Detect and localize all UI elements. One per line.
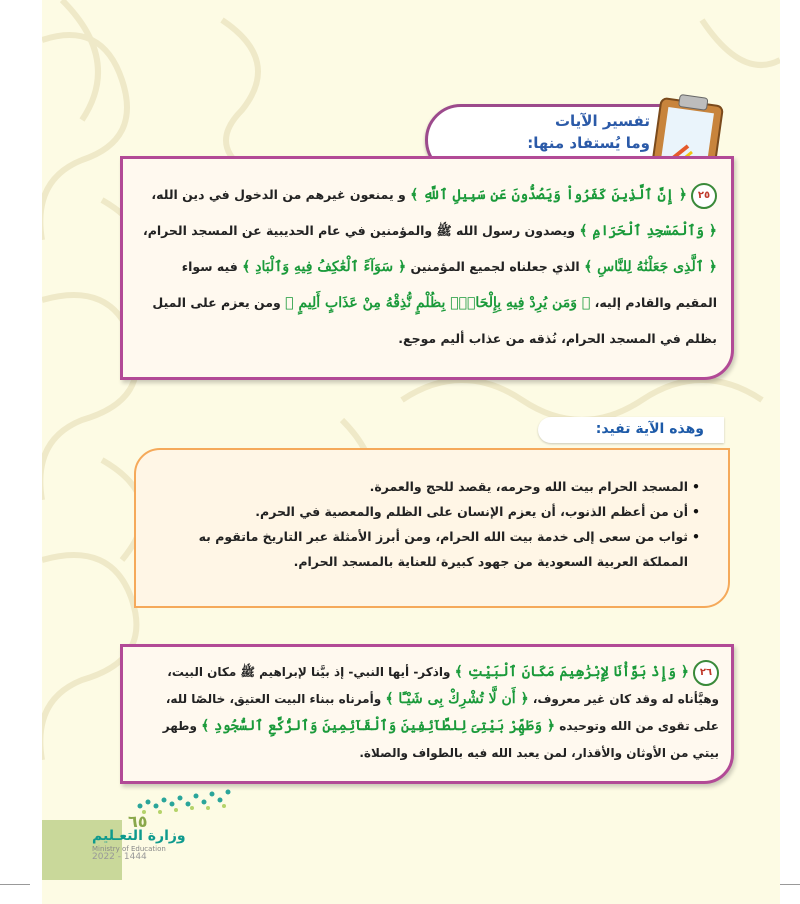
- quran-quote: ﴿ سَوَآءً ٱلْعَٰكِفُ فِيهِ وَٱلْبَادِ ﴾: [242, 259, 407, 275]
- crop-mark: [0, 884, 30, 885]
- benefits-heading: [538, 417, 724, 443]
- tafsir-text: واذكر- أيها النبي- إذ بيَّنا لإبراهيم ﷺ مكان البيت، وهيَّأناه له وقد كان غير معروف،: [167, 665, 719, 706]
- verse-25-text: [141, 177, 717, 356]
- tafsir-text: الذي جعلناه لجميع المؤمنين: [406, 259, 585, 274]
- tafsir-text: و يمنعون غيرهم من الدخول في دين الله،: [151, 187, 411, 202]
- quran-quote: ﴿ أَن لَّا تُشْرِكْ بِى شَيْـًٔا ﴾: [385, 691, 529, 707]
- tafsir-text: وطهر بيتي من الأوثان والأقذار، لمن يعبد الله فيه بالطواف والصلاة.: [162, 719, 719, 760]
- benefits-box: [134, 448, 730, 608]
- header-title-line1: تفسير الآيات: [554, 112, 650, 130]
- page-number: ٦٥: [128, 812, 148, 831]
- quran-quote: ﴿ وَمَن يُرِدْ فِيهِ بِإِلْحَادٍۭ بِظُلْمٍ نُّذِقْهُ مِنْ عَذَابٍ أَلِيمٍ ﴾: [285, 295, 591, 311]
- tafsir-text: فيه سواء المقيم والقادم إليه،: [181, 259, 717, 310]
- verse-26-text: [137, 659, 719, 767]
- quran-quote: ﴿ وَطَهِّرْ بَيْتِىَ لِلطَّآئِفِينَ وَٱلْقَآئِمِينَ وَٱلرُّكَّعِ ٱلسُّجُودِ ﴾: [201, 718, 556, 734]
- quran-quote: ﴿ إِنَّ ٱلَّذِينَ كَفَرُواْ وَيَصُدُّونَ عَن سَبِيلِ ٱللَّهِ ﴾: [410, 187, 687, 203]
- quran-quote: ﴿ وَإِذْ بَوَّأْنَا لِإِبْرَٰهِيمَ مَكَانَ ٱلْبَيْتِ ﴾: [454, 664, 689, 680]
- benefits-list: [156, 474, 698, 574]
- verse-25-box: [120, 156, 734, 380]
- benefits-title: وهذه الآية تفيد:: [595, 421, 704, 437]
- tafsir-text: ويصدون رسول الله ﷺ والمؤمنين في عام الحديبية عن المسجد الحرام،: [142, 223, 580, 238]
- tafsir-text: ومن يعزم على الميل بظلم في المسجد الحرام، نُذقه من عذاب أليم موجع.: [152, 295, 717, 346]
- ministry-english: Ministry of Education: [92, 845, 166, 853]
- verse-number-badge: ٢٦: [693, 660, 719, 686]
- verse-number-badge: ٢٥: [691, 183, 717, 209]
- quran-quote: ﴿ وَٱلْمَسْجِدِ ٱلْحَرَامِ ﴾: [579, 223, 717, 239]
- quran-quote: ﴿ ٱلَّذِى جَعَلْنَٰهُ لِلنَّاسِ ﴾: [584, 259, 717, 275]
- tafsir-text: وأمرناه ببناء البيت العتيق، خالصًا لله، على تقوى من الله وتوحيده: [165, 692, 719, 733]
- list-item: • ثواب من سعى إلى خدمة بيت الله الحرام، ومن أبرز الأمثلة عبر التاريخ ماتقوم به المملكة العربية السعودية من جهود كبيرة للعناية بالمسجد الحرام.: [156, 524, 698, 574]
- edition-year: 2022 - 1444: [92, 852, 147, 862]
- verse-26-box: [120, 644, 734, 784]
- crop-mark: [780, 884, 800, 885]
- list-item: • المسجد الحرام بيت الله وحرمه، يقصد للحج والعمرة.: [156, 474, 698, 499]
- list-item: • أن من أعظم الذنوب، أن يعزم الإنسان على الظلم والمعصية في الحرم.: [156, 499, 698, 524]
- header-title-line2: وما يُستفاد منها:: [527, 134, 650, 152]
- ministry-logo-text: وزارة التعـليم: [92, 828, 186, 844]
